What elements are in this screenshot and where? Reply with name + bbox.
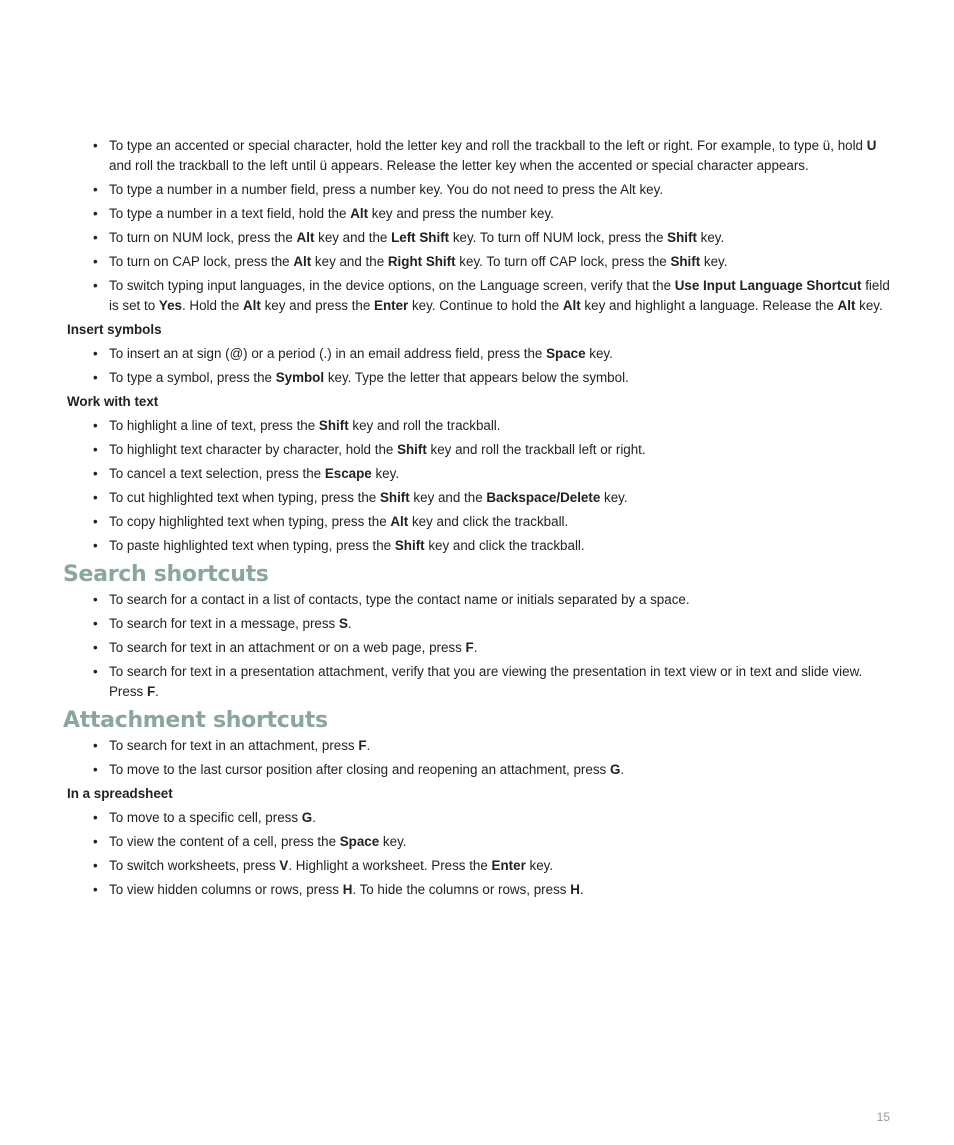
text-segment: To view hidden columns or rows, press: [109, 882, 343, 897]
key-name: V: [279, 858, 289, 873]
key-name: Right Shift: [387, 254, 456, 269]
text-segment: key and press the: [260, 298, 375, 313]
list-item: [109, 136, 893, 176]
text-segment: key. To turn off NUM lock, press the: [449, 230, 668, 245]
text-segment: .: [620, 762, 625, 777]
text-segment: key and the: [409, 490, 487, 505]
text-segment: key.: [525, 858, 554, 873]
text-segment: key and the: [311, 254, 388, 269]
text-segment: key.: [700, 254, 728, 269]
work-with-text-heading: Work with text: [67, 394, 159, 409]
key-name: Shift: [667, 230, 697, 245]
key-name: Left Shift: [391, 230, 450, 245]
list-item: [109, 536, 893, 556]
list-item: [109, 204, 893, 224]
list-item: [109, 464, 893, 484]
list-item: [109, 228, 893, 248]
text-segment: key.: [600, 490, 628, 505]
text-segment: key and click the trackball.: [408, 514, 569, 529]
list-item: [109, 736, 893, 756]
key-name: F: [358, 738, 367, 753]
text-segment: To switch typing input languages, in the device options, on the Language screen, verify that the: [109, 278, 675, 293]
text-segment: To highlight a line of text, press the: [109, 418, 319, 433]
key-name: G: [301, 810, 313, 825]
text-segment: To paste highlighted text when typing, press the: [109, 538, 395, 553]
text-segment: .: [347, 616, 352, 631]
text-segment: and roll the trackball to the left until ü appears. Release the letter key when the accented or special character appears.: [109, 138, 881, 173]
text-segment: To move to a specific cell, press: [109, 810, 302, 825]
text-segment: key and roll the trackball left or right.: [426, 442, 646, 457]
list-item: [109, 662, 893, 702]
text-segment: key.: [696, 230, 725, 245]
key-name: Shift: [670, 254, 701, 269]
list-item: [109, 276, 893, 316]
search-shortcuts-list: [63, 590, 893, 702]
text-segment: key.: [379, 834, 407, 849]
key-name: F: [465, 640, 474, 655]
key-name: Alt: [296, 230, 315, 245]
list-item: [109, 512, 893, 532]
list-item: [109, 180, 893, 200]
text-segment: .: [473, 640, 478, 655]
text-segment: key. Continue to hold the: [408, 298, 563, 313]
text-segment: key.: [855, 298, 883, 313]
text-segment: To highlight text character by character, hold the: [109, 442, 398, 457]
text-segment: To type a number in a number field, press a number key. You do not need to press the Alt key.: [109, 182, 664, 197]
text-segment: key and roll the trackball.: [348, 418, 501, 433]
attachment-shortcuts-list: [63, 736, 893, 780]
key-name: Yes: [158, 298, 182, 313]
key-name: Alt: [243, 298, 261, 313]
text-segment: To search for text in a presentation attachment, verify that you are viewing the presentation in text view or in text and slide view. Press: [109, 664, 866, 699]
text-segment: To search for text in an attachment, press: [109, 738, 359, 753]
text-segment: To move to the last cursor position after closing and reopening an attachment, press: [109, 762, 610, 777]
text-segment: . To hide the columns or rows, press: [352, 882, 571, 897]
key-name: Alt: [390, 514, 409, 529]
insert-symbols-heading: Insert symbols: [67, 322, 162, 337]
key-name: Alt: [350, 206, 369, 221]
text-segment: key and highlight a language. Release the: [580, 298, 838, 313]
text-segment: To turn on NUM lock, press the: [109, 230, 297, 245]
key-name: Shift: [318, 418, 349, 433]
text-segment: key. Type the letter that appears below the symbol.: [324, 370, 629, 385]
list-item: [109, 614, 893, 634]
text-segment: key. To turn off CAP lock, press the: [455, 254, 671, 269]
typing-tips-list: [63, 136, 893, 316]
list-item: [109, 368, 893, 388]
key-name: S: [338, 616, 348, 631]
key-name: Alt: [562, 298, 581, 313]
attachment-shortcuts-title: Attachment shortcuts: [63, 708, 328, 733]
key-name: Shift: [394, 538, 425, 553]
key-name: Symbol: [275, 370, 325, 385]
key-name: Shift: [379, 490, 410, 505]
key-name: Use Input Language Shortcut: [674, 278, 862, 293]
list-item: [109, 440, 893, 460]
list-item: [109, 832, 893, 852]
text-segment: .: [312, 810, 316, 825]
page-number: 15: [876, 1110, 890, 1124]
text-segment: To type a number in a text field, hold the: [109, 206, 351, 221]
text-segment: To insert an at sign (@) or a period (.) in an email address field, press the: [109, 346, 547, 361]
insert-symbols-list: [63, 344, 893, 388]
text-segment: To type an accented or special character, hold the letter key and roll the trackball to the left or right. For example, to type ü, hold: [109, 138, 867, 153]
key-name: Alt: [837, 298, 856, 313]
search-shortcuts-title: Search shortcuts: [63, 562, 269, 587]
text-segment: To turn on CAP lock, press the: [109, 254, 294, 269]
text-segment: To cancel a text selection, press the: [109, 466, 325, 481]
spreadsheet-shortcuts-list: [63, 808, 893, 900]
key-name: Space: [339, 834, 380, 849]
text-segment: To search for a contact in a list of contacts, type the contact name or initials separated by a space.: [109, 592, 690, 607]
text-segment: key and press the number key.: [368, 206, 554, 221]
text-segment: . Hold the: [181, 298, 244, 313]
text-segment: key and click the trackball.: [424, 538, 585, 553]
key-name: H: [570, 882, 580, 897]
key-name: Backspace/Delete: [486, 490, 601, 505]
work-with-text-list: [63, 416, 893, 556]
text-segment: .: [155, 684, 159, 699]
list-item: [109, 488, 893, 508]
text-segment: key.: [371, 466, 400, 481]
text-segment: .: [579, 882, 584, 897]
text-segment: To switch worksheets, press: [109, 858, 280, 873]
text-segment: To search for text in an attachment or on a web page, press: [109, 640, 466, 655]
key-name: H: [342, 882, 353, 897]
list-item: [109, 856, 893, 876]
text-segment: . Highlight a worksheet. Press the: [288, 858, 492, 873]
list-item: [109, 880, 893, 900]
list-item: [109, 638, 893, 658]
text-segment: To view the content of a cell, press the: [109, 834, 340, 849]
text-segment: key and the: [314, 230, 392, 245]
key-name: G: [609, 762, 621, 777]
list-item: [109, 416, 893, 436]
text-segment: To copy highlighted text when typing, press the: [109, 514, 391, 529]
in-a-spreadsheet-heading: In a spreadsheet: [67, 786, 173, 801]
list-item: [109, 808, 893, 828]
list-item: [109, 760, 893, 780]
text-segment: To search for text in a message, press: [109, 616, 339, 631]
text-segment: To type a symbol, press the: [109, 370, 276, 385]
key-name: Escape: [324, 466, 372, 481]
text-segment: .: [366, 738, 371, 753]
text-segment: field is set to: [109, 278, 894, 313]
key-name: Alt: [293, 254, 312, 269]
key-name: U: [866, 138, 877, 153]
key-name: Space: [546, 346, 586, 361]
key-name: Shift: [397, 442, 427, 457]
list-item: [109, 590, 893, 610]
text-segment: To cut highlighted text when typing, press the: [109, 490, 380, 505]
key-name: F: [146, 684, 156, 699]
list-item: [109, 252, 893, 272]
page-content: [63, 136, 893, 904]
key-name: Enter: [374, 298, 409, 313]
key-name: Enter: [491, 858, 526, 873]
list-item: [109, 344, 893, 364]
text-segment: key.: [585, 346, 613, 361]
